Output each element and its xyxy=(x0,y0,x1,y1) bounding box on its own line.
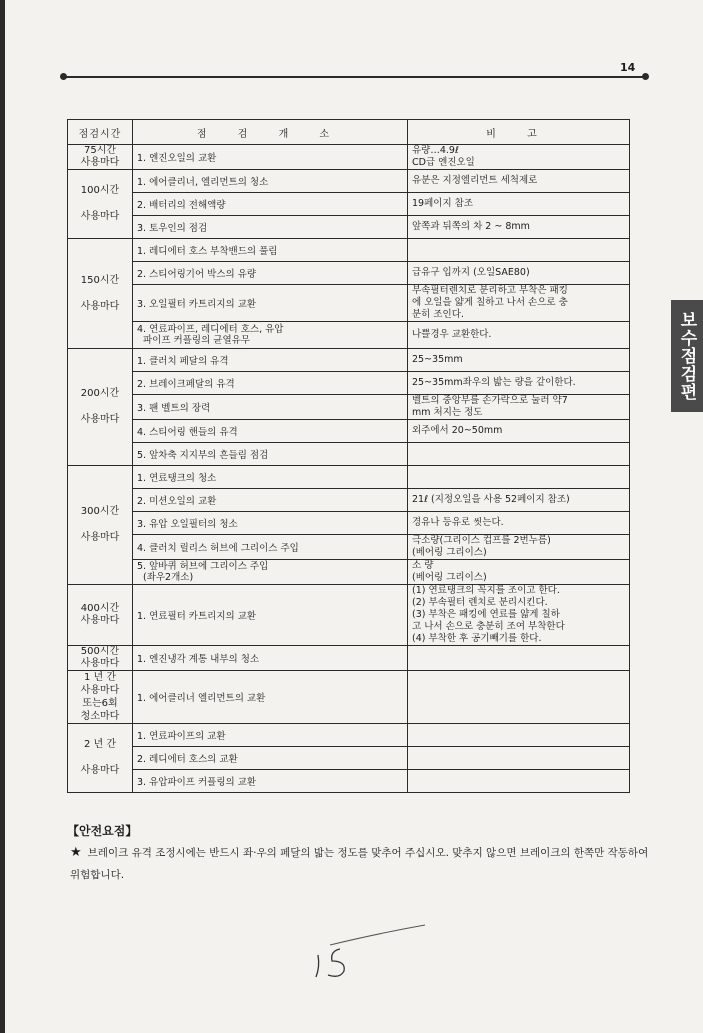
note-cell xyxy=(408,285,630,322)
item-cell xyxy=(133,724,408,747)
item-text-continued: 파이프 커플링의 균열유무 xyxy=(143,335,250,346)
handwritten-page-number xyxy=(300,915,430,985)
note-line: 경유나 등유로 씻는다. xyxy=(412,517,504,528)
item-cell xyxy=(133,443,408,466)
item-cell xyxy=(133,770,408,793)
note-line: 분히 조인다. xyxy=(412,309,464,320)
note-line: (베어링 그리이스) xyxy=(412,547,487,558)
period-cell xyxy=(68,646,133,671)
table-row xyxy=(68,322,630,349)
item-text: 4. 스티어링 핸들의 유격 xyxy=(137,427,238,438)
item-cell xyxy=(133,535,408,560)
item-text: 1. 클러치 페달의 유격 xyxy=(137,356,229,367)
table-row xyxy=(68,489,630,512)
period-cell xyxy=(68,349,133,466)
note-line: 에 오일을 얇게 칠하고 나서 손으로 충 xyxy=(412,297,568,308)
item-cell xyxy=(133,466,408,489)
table-row xyxy=(68,585,630,646)
item-text: 2. 배터리의 전해액량 xyxy=(137,200,226,211)
table-row xyxy=(68,239,630,262)
table-row xyxy=(68,193,630,216)
item-cell xyxy=(133,170,408,193)
note-cell xyxy=(408,239,630,262)
note-cell xyxy=(408,145,630,170)
table-row xyxy=(68,285,630,322)
period-cell xyxy=(68,145,133,170)
note-line: 유량…4.9ℓ xyxy=(412,145,459,156)
table-row xyxy=(68,466,630,489)
item-text: 3. 팬 벨트의 장력 xyxy=(137,403,211,414)
item-cell xyxy=(133,671,408,724)
table-row xyxy=(68,262,630,285)
note-line: CD급 엔진오일 xyxy=(412,157,475,168)
table-row xyxy=(68,535,630,560)
period-cell xyxy=(68,466,133,585)
period-cell xyxy=(68,671,133,724)
period-line: 500시간 xyxy=(80,646,120,657)
item-text: 1. 연료필터 카트리지의 교환 xyxy=(137,611,257,622)
period-line: 200시간 xyxy=(80,388,120,399)
note-cell xyxy=(408,420,630,443)
item-cell xyxy=(133,349,408,372)
column-header-note: 비 고 xyxy=(408,120,630,145)
table-row xyxy=(68,372,630,395)
item-text: 2. 미션오일의 교환 xyxy=(137,496,217,507)
item-text: 5. 앞차축 지지부의 흔들림 점검 xyxy=(137,450,269,461)
note-line: mm 처지는 정도 xyxy=(412,407,483,418)
table-row xyxy=(68,170,630,193)
note-cell xyxy=(408,724,630,747)
table-row xyxy=(68,395,630,420)
period-cell xyxy=(68,239,133,349)
period-line: 1 년 간 xyxy=(83,672,117,683)
item-text: 3. 유압 오일필터의 청소 xyxy=(137,519,238,530)
item-text: 1. 엔진오일의 교환 xyxy=(137,153,217,164)
period-line: 사용마다 xyxy=(80,414,120,425)
item-cell xyxy=(133,216,408,239)
note-cell xyxy=(408,747,630,770)
table-header-row xyxy=(68,120,630,145)
table-row xyxy=(68,560,630,585)
item-text: 1. 에어클리너 엘리먼트의 교환 xyxy=(137,693,266,704)
note-cell xyxy=(408,193,630,216)
item-cell xyxy=(133,145,408,170)
period-line: 150시간 xyxy=(80,274,120,286)
note-cell xyxy=(408,770,630,793)
header-rule xyxy=(62,76,645,78)
note-cell xyxy=(408,535,630,560)
item-cell xyxy=(133,646,408,671)
note-line: 25~35mm좌우의 밟는 량을 같이한다. xyxy=(412,377,576,388)
item-text: 1. 레디에터 호스 부착밴드의 풀림 xyxy=(137,246,278,257)
period-cell xyxy=(68,170,133,239)
note-cell xyxy=(408,395,630,420)
item-cell xyxy=(133,262,408,285)
item-text: 1. 연료탱크의 청소 xyxy=(137,473,217,484)
item-text: 5. 앞바퀴 허브에 그리이스 주입 xyxy=(137,561,269,572)
period-line: 75시간 xyxy=(83,145,117,156)
note-line: (3) 부착은 패킹에 연료를 얇게 칠하 xyxy=(412,609,560,620)
item-cell xyxy=(133,512,408,535)
period-line: 300시간 xyxy=(80,506,120,517)
item-text: 1. 연료파이프의 교환 xyxy=(137,731,226,742)
table-row xyxy=(68,420,630,443)
note-line: 고 나서 손으로 충분히 조여 부착한다 xyxy=(412,621,565,632)
table-row xyxy=(68,646,630,671)
item-text: 3. 토우인의 점검 xyxy=(137,223,208,234)
note-cell xyxy=(408,170,630,193)
period-line: 사용마다 xyxy=(80,157,120,168)
period-line: 100시간 xyxy=(80,185,120,196)
item-cell xyxy=(133,372,408,395)
item-text: 3. 오일필터 카트리지의 교환 xyxy=(137,299,257,310)
note-line: 외주에서 20~50mm xyxy=(412,425,503,436)
note-cell xyxy=(408,349,630,372)
table-body xyxy=(68,145,630,793)
item-cell xyxy=(133,395,408,420)
column-header-period: 점검시간 xyxy=(68,120,133,145)
maintenance-table xyxy=(67,119,630,793)
note-line: (2) 부속필터 렌치로 분리시킨다. xyxy=(412,597,548,608)
item-cell xyxy=(133,239,408,262)
page-number: 14 xyxy=(620,61,636,74)
note-line: 벨트의 중앙부를 손가락으로 눌러 약7 xyxy=(412,395,568,406)
safety-text: 브레이크 유격 조정시에는 반드시 좌·우의 페달의 밟는 정도를 맞추어 주십시오. 맞추지 않으면 브레이크의 한쪽만 작동하여 위험합니다. xyxy=(70,847,649,881)
note-cell xyxy=(408,322,630,349)
period-line: 사용마다 xyxy=(80,765,120,776)
item-cell xyxy=(133,585,408,646)
item-cell xyxy=(133,285,408,322)
star-icon: ★ xyxy=(70,845,82,860)
column-header-item: 점 검 개 소 xyxy=(133,120,408,145)
note-line: 25~35mm xyxy=(412,354,463,365)
note-line: 소 량 xyxy=(412,560,434,571)
period-line: 400시간 xyxy=(80,603,120,614)
table-row xyxy=(68,724,630,747)
table-row xyxy=(68,216,630,239)
item-text: 4. 연료파이프, 레디에터 호스, 유압 xyxy=(137,324,284,335)
period-line: 청소마다 xyxy=(80,711,120,722)
note-line: 급유구 입까지 (오일SAE80) xyxy=(412,267,530,278)
item-cell xyxy=(133,420,408,443)
item-text-continued: (좌우2개소) xyxy=(143,572,194,583)
period-line: 사용마다 xyxy=(80,532,120,543)
item-cell xyxy=(133,193,408,216)
note-cell xyxy=(408,671,630,724)
note-line: (4) 부착한 후 공기빼기를 한다. xyxy=(412,633,542,644)
period-line: 사용마다 xyxy=(80,615,120,626)
note-cell xyxy=(408,443,630,466)
period-line: 또는6회 xyxy=(82,698,118,709)
note-line: 19페이지 참조 xyxy=(412,198,473,209)
safety-note xyxy=(70,842,650,886)
note-line: 유분은 지정엘리먼트 세척제로 xyxy=(412,175,538,186)
period-line: 사용마다 xyxy=(80,685,120,696)
section-tab-label: 보수점검편 xyxy=(676,311,697,401)
note-line: 앞쪽과 뒤쪽의 차 2 ~ 8mm xyxy=(412,221,530,232)
item-cell xyxy=(133,747,408,770)
item-text: 2. 스티어링기어 박스의 유량 xyxy=(137,269,257,280)
note-cell xyxy=(408,489,630,512)
note-cell xyxy=(408,262,630,285)
rule-dot-right xyxy=(642,73,649,80)
item-text: 2. 브레이크페달의 유격 xyxy=(137,379,235,390)
note-line: 나쁠경우 교환한다. xyxy=(412,329,492,340)
table-row xyxy=(68,145,630,170)
note-line: (1) 연료탱크의 꼭지를 조이고 한다. xyxy=(412,585,560,596)
item-text: 3. 유압파이프 커플링의 교환 xyxy=(137,777,257,788)
note-line: 극소량(그리이스 컵프를 2번누름) xyxy=(412,535,551,546)
note-line: 부속필터렌치로 분리하고 부착은 패킹 xyxy=(412,285,568,296)
table-row xyxy=(68,671,630,724)
period-line: 사용마다 xyxy=(80,211,120,222)
period-line: 사용마다 xyxy=(80,658,120,669)
item-text: 1. 에어클리너, 엘리먼트의 청소 xyxy=(137,177,269,188)
table-row xyxy=(68,770,630,793)
period-cell xyxy=(68,724,133,793)
safety-title: 【안전요점】 xyxy=(67,824,138,838)
period-line: 사용마다 xyxy=(80,300,120,312)
item-cell xyxy=(133,322,408,349)
note-cell xyxy=(408,512,630,535)
item-text: 4. 클러치 릴리스 허브에 그리이스 주입 xyxy=(137,543,299,554)
table-row xyxy=(68,349,630,372)
note-cell xyxy=(408,372,630,395)
table-row xyxy=(68,747,630,770)
item-cell xyxy=(133,560,408,585)
note-cell xyxy=(408,466,630,489)
section-tab xyxy=(671,300,703,412)
item-text: 1. 엔진냉각 계통 내부의 청소 xyxy=(137,654,260,665)
note-cell xyxy=(408,585,630,646)
item-text: 2. 레디에터 호스의 교환 xyxy=(137,754,238,765)
note-cell xyxy=(408,560,630,585)
note-line: (베어링 그리이스) xyxy=(412,572,487,583)
table-row xyxy=(68,512,630,535)
note-line: 21ℓ (지정오일을 사용 52페이지 참조) xyxy=(412,494,570,505)
period-cell xyxy=(68,585,133,646)
binding-edge xyxy=(0,0,5,1033)
note-cell xyxy=(408,216,630,239)
note-cell xyxy=(408,646,630,671)
item-cell xyxy=(133,489,408,512)
table-row xyxy=(68,443,630,466)
period-line: 2 년 간 xyxy=(83,739,117,750)
